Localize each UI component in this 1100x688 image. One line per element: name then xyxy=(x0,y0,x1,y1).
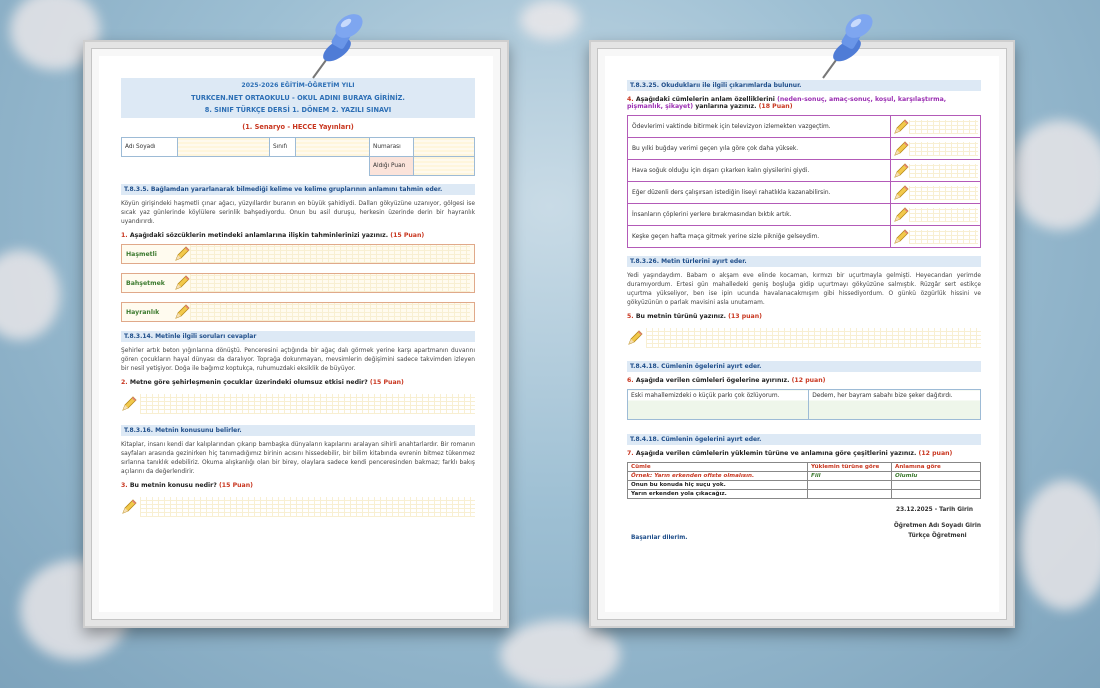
teacher-name: Öğretmen Adı Soyadı Girin xyxy=(893,523,981,529)
blossom-decoration xyxy=(0,250,60,340)
pencil-icon xyxy=(121,396,137,412)
word-label: Bahşetmek xyxy=(126,279,165,287)
table-row: Keşke geçen hafta maça gitmek yerine sizle pikniğe gelseydim. xyxy=(628,226,981,248)
answer-cell[interactable] xyxy=(891,182,981,204)
question-1: 1. Aşağıdaki sözcüklerin metindeki anlamlarına ilişkin tahminlerinizi yazınız. (15 Puan) xyxy=(121,232,425,239)
meaning-table xyxy=(627,115,981,248)
header-exam: 8. SINIF TÜRKÇE DERSİ 1. DÖNEM 2. YAZILI SINAVI xyxy=(204,106,392,114)
score-field[interactable] xyxy=(414,157,475,176)
blossom-decoration xyxy=(500,620,620,688)
answer-lines xyxy=(190,303,470,321)
answer-cell[interactable]: Eski mahallemizdeki o küçük parkı çok özlüyorum. xyxy=(628,390,809,420)
student-info-table xyxy=(121,137,475,176)
question-7: 7. Aşağıda verilen cümlelerin yüklemin türüne ve anlamına göre çeşitlerini yazınız. (12 puan) xyxy=(627,450,953,457)
pencil-icon xyxy=(627,330,643,346)
pencil-icon xyxy=(893,163,909,179)
name-field[interactable] xyxy=(178,138,270,157)
exam-page-1 xyxy=(99,56,493,612)
answer-area-2[interactable] xyxy=(121,391,475,417)
pencil-icon xyxy=(174,304,190,320)
pushpin-icon xyxy=(809,12,879,90)
answer-cell[interactable] xyxy=(891,116,981,138)
passage-2: Şehirler artık beton yığınlarına dönüştü. Penceresini açtığında bir ağaç dalı görmek yerine karşı apartmanın duvarını gören çocukların hayal dünyası da daralıyor. Toprağa dokunmayan, mevsimlerin değişimini sadece takvimden izleyen bir nesil yetişiyor. Doğa ile bağımız koptukça, ruhumuzdaki eksiklik de büyüyor. xyxy=(121,348,475,372)
blossom-decoration xyxy=(520,0,580,40)
objective-2: T.8.3.14. Metinle ilgili soruları cevaplar xyxy=(121,331,475,342)
table-row: Eğer düzenli ders çalışırsan istediğin liseyi rahatlıkla kazanabilirsin. xyxy=(628,182,981,204)
answer-area-3[interactable] xyxy=(121,494,475,520)
answer-lines xyxy=(140,394,475,414)
answer-cell[interactable] xyxy=(892,490,981,499)
table-row: Hava soğuk olduğu için dışarı çıkarken kalın giysilerini giydi. xyxy=(628,160,981,182)
answer-cell[interactable] xyxy=(808,490,892,499)
question-2: 2. Metne göre şehirleşmenin çocuklar üzerindeki olumsuz etkisi nedir? (15 Puan) xyxy=(121,379,404,386)
answer-cell[interactable] xyxy=(891,204,981,226)
pencil-icon xyxy=(893,141,909,157)
answer-cell[interactable] xyxy=(892,481,981,490)
objective-6: T.8.4.18. Cümlenin ögelerini ayırt eder. xyxy=(627,361,981,372)
question-4: 4. Aşağıdaki cümlelerin anlam özelliklerini (neden-sonuç, amaç-sonuç, koşul, karşılaştırma, pişmanlık, şikayet) yanlarına yazınız. (18 Puan) xyxy=(627,96,947,110)
answer-area-5[interactable] xyxy=(627,325,981,351)
exam-page-2 xyxy=(605,56,999,612)
question-6: 6. Aşağıda verilen cümleleri ögelerine ayırınız. (12 puan) xyxy=(627,377,826,384)
class-field[interactable] xyxy=(296,138,370,157)
table-row: Bu yılki buğday verimi geçen yıla göre çok daha yüksek. xyxy=(628,138,981,160)
answer-cell[interactable] xyxy=(891,226,981,248)
table-row: Ödevlerimi vaktinde bitirmek için televizyon izlemekten vazgeçtim. xyxy=(628,116,981,138)
score-label: Aldığı Puan xyxy=(370,157,414,176)
answer-cell[interactable] xyxy=(808,481,892,490)
answer-cell[interactable]: Dedem, her bayram sabahı bize şeker dağıtırdı. xyxy=(809,390,981,420)
answer-lines xyxy=(190,245,470,263)
answer-box-bahsetmek[interactable] xyxy=(121,273,475,293)
elements-table xyxy=(627,389,981,420)
class-label: Sınıfı xyxy=(270,138,296,157)
table-header-row: Cümle Yüklemin türüne göre Anlamına göre xyxy=(628,463,981,472)
word-label: Hayranlık xyxy=(126,308,160,316)
table-row: Örnek: Yarın erkenden ofiste olmalısın. Fiil Olumlu xyxy=(628,472,981,481)
answer-lines xyxy=(140,497,475,517)
number-field[interactable] xyxy=(414,138,475,157)
answer-box-hasmetli[interactable] xyxy=(121,244,475,264)
pushpin-icon xyxy=(299,12,369,90)
passage-5: Yedi yaşındaydım. Babam o akşam eve elinde kocaman, kırmızı bir uçurtmayla gelmişti. Heyecandan yerimde duramıyordum. Ertesi gün mahalledeki geniş boşluğa gidip uçurtmayı gökyüzüne salmıştık. Rüzgâr sert estikçe uçurtma yükseliyor, ben ise ipin ucunda havalanacakmışım gibi hissediyordum. O günkü özgürlük hissini ve gökyüzünün o parlak mavisini asla unutamam. xyxy=(627,273,981,306)
question-3: 3. Bu metnin konusu nedir? (15 Puan) xyxy=(121,482,253,489)
header-school: TURKCEN.NET ORTAOKULU - OKUL ADINI BURAYA GİRİNİZ. xyxy=(191,94,405,102)
right-page-frame xyxy=(589,40,1015,628)
objective-3: T.8.3.16. Metnin konusunu belirler. xyxy=(121,425,475,436)
passage-1: Köyün girişindeki haşmetli çınar ağacı, yüzyıllardır buranın en büyük şahidiydi. Dalları gökyüzüne uzanıyor, gölgesi ise sıcak yaz günlerinde köylülere serinlik bahşediyordu. Onun bu asil duruşu, herkesin üzerinde derin bir hayranlık uyandırırdı. xyxy=(121,201,475,225)
word-label: Haşmetli xyxy=(126,250,157,258)
exam-header xyxy=(121,78,475,118)
name-label: Adı Soyadı xyxy=(122,138,178,157)
objective-7: T.8.4.18. Cümlenin ögelerini ayırt eder. xyxy=(627,434,981,445)
exam-subtitle: (1. Senaryo - HECCE Yayınları) xyxy=(242,123,354,131)
teacher-title: Türkçe Öğretmeni xyxy=(908,533,967,539)
answer-lines xyxy=(190,274,470,292)
pencil-icon xyxy=(174,246,190,262)
pencil-icon xyxy=(893,185,909,201)
answer-box-hayranlik[interactable] xyxy=(121,302,475,322)
answer-lines xyxy=(646,328,981,348)
blossom-decoration xyxy=(1020,480,1100,610)
pencil-icon xyxy=(893,207,909,223)
objective-5: T.8.3.26. Metin türlerini ayırt eder. xyxy=(627,256,981,267)
pencil-icon xyxy=(121,499,137,515)
predicate-table xyxy=(627,462,981,499)
pencil-icon xyxy=(893,119,909,135)
table-row: Onun bu konuda hiç suçu yok. xyxy=(628,481,981,490)
table-row: Yarın erkenden yola çıkacağız. xyxy=(628,490,981,499)
passage-3: Kitaplar, insanı kendi dar kalıplarından çıkarıp bambaşka dünyaların kapılarını aralayan sihirli anahtarlardır. Bir romanın sayfaları arasında gezinirken hiç tanımadığımız birinin acısını hissedebilir, bir bilim kitabında evrenin bitmez tükenmez sırlarına tanıklık edebiliriz. Okuma alışkanlığı olan bir birey, olaylara sadece kendi penceresinden bakmaz; farklı bakış açılarını da değerlendirir. xyxy=(121,442,475,475)
left-page-frame xyxy=(83,40,509,628)
objective-4: T.8.3.25. Okuduklarıı ile ilgili çıkarımlarda bulunur. xyxy=(627,80,981,91)
header-year: 2025-2026 EĞİTİM-ÖĞRETİM YILI xyxy=(241,82,355,89)
wish-text: Başarılar dilerim. xyxy=(631,535,688,541)
pencil-icon xyxy=(174,275,190,291)
answer-cell[interactable] xyxy=(891,160,981,182)
objective-1: T.8.3.5. Bağlamdan yararlanarak bilmediği kelime ve kelime gruplarının anlamını tahmin eder. xyxy=(121,184,475,195)
answer-cell[interactable] xyxy=(891,138,981,160)
blossom-decoration xyxy=(1010,120,1100,230)
pencil-icon xyxy=(893,229,909,245)
table-row: İnsanların çöplerini yerlere bırakmasından bıktık artık. xyxy=(628,204,981,226)
number-label: Numarası xyxy=(370,138,414,157)
question-5: 5. Bu metnin türünü yazınız. (13 puan) xyxy=(627,313,762,320)
exam-date: 23.12.2025 - Tarih Girin xyxy=(896,507,973,513)
